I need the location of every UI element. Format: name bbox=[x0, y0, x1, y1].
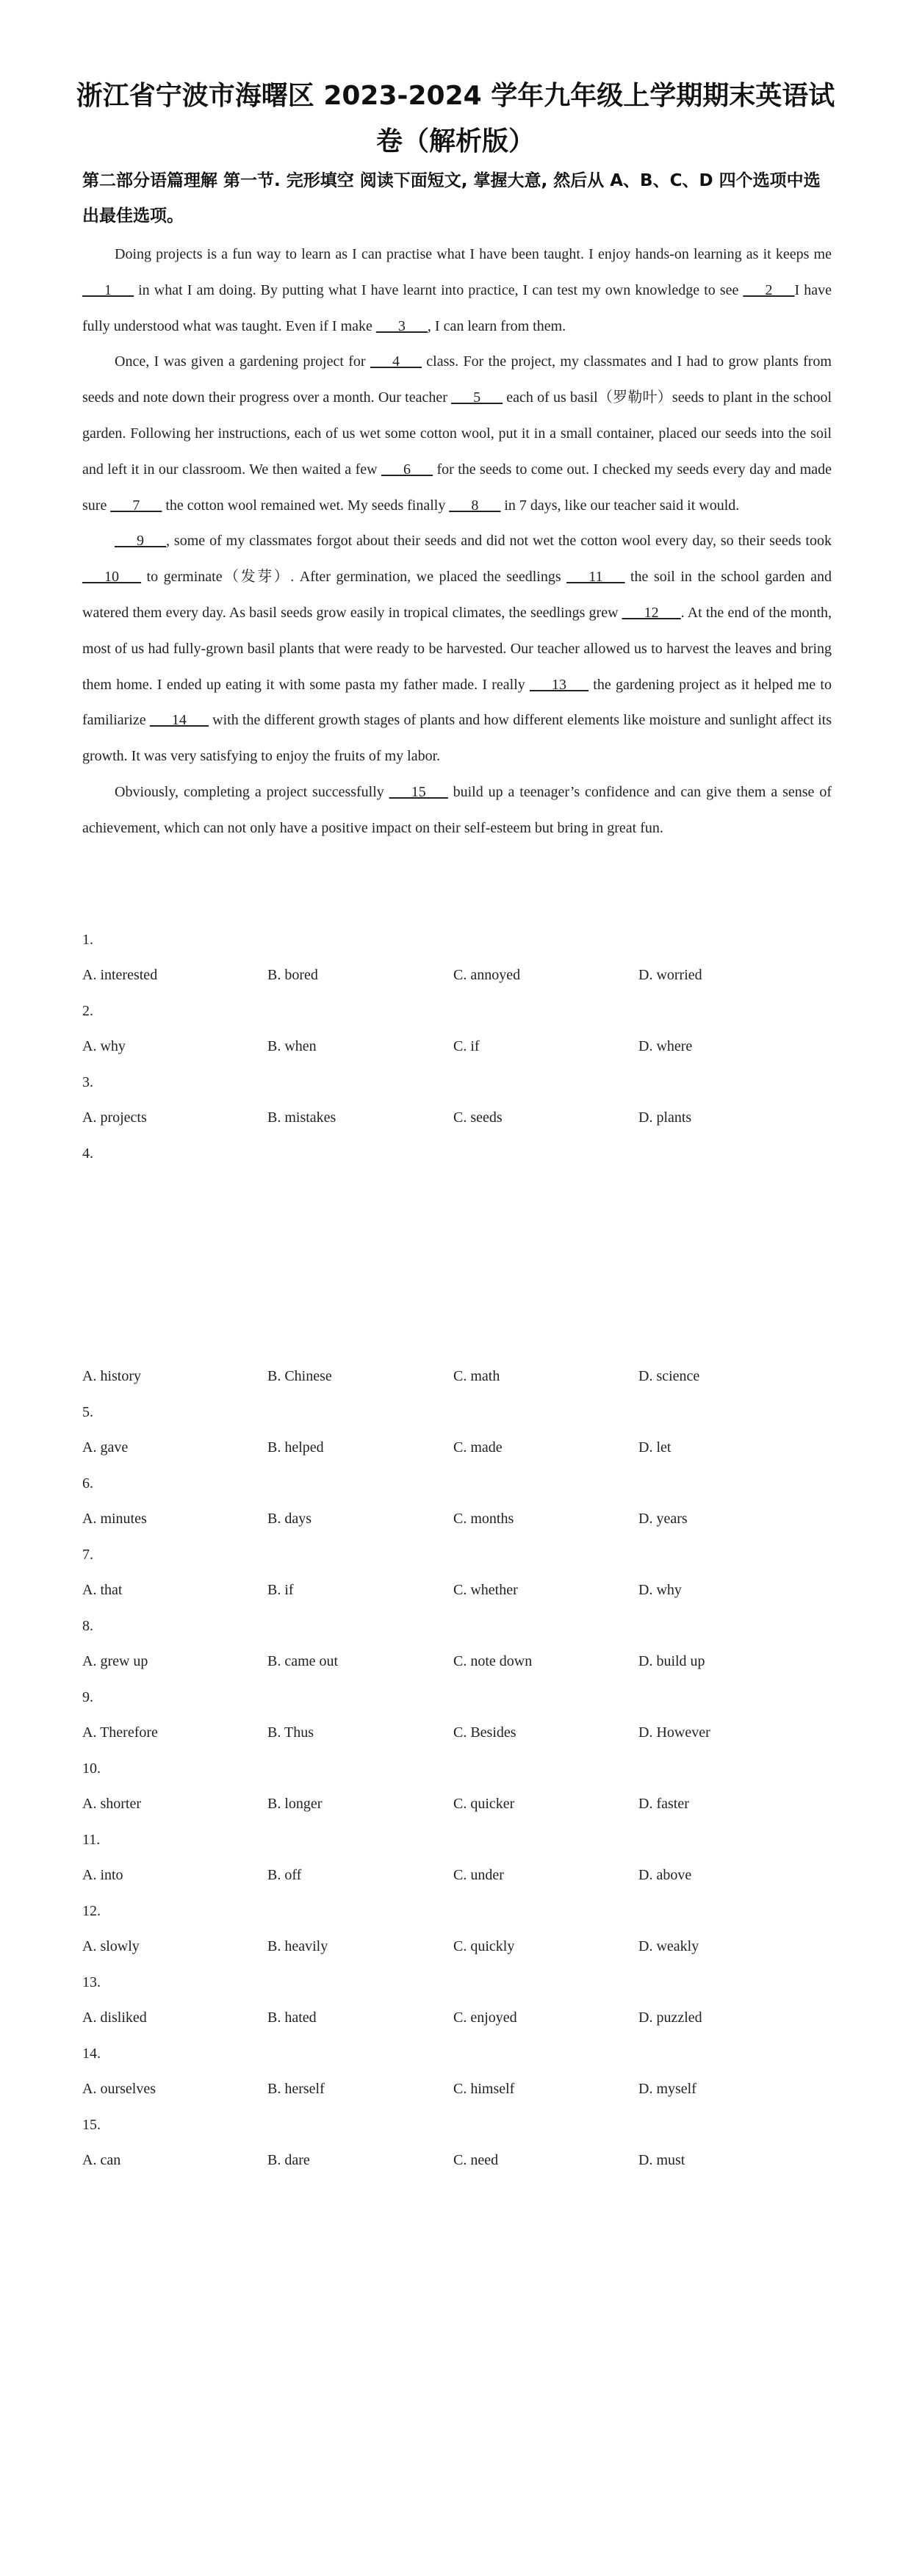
blank-5: ___5___ bbox=[451, 389, 503, 406]
blank-11: ___11___ bbox=[566, 569, 625, 586]
option-a: A. Therefore bbox=[82, 1724, 158, 1741]
option-b: B. off bbox=[267, 1867, 302, 1883]
option-c: C. note down bbox=[453, 1653, 533, 1669]
blank-9: ___9___ bbox=[115, 533, 166, 550]
blank-1: ___1___ bbox=[82, 281, 134, 298]
question-number: 1. bbox=[82, 932, 93, 948]
passage-text: class. For the project, my classmates and I had to grow plants from seeds and note down their progress over a month. Our teacher bbox=[82, 353, 832, 406]
question-number: 10. bbox=[82, 1760, 101, 1777]
passage-paragraph-4 bbox=[82, 774, 832, 846]
question-number: 4. bbox=[82, 1145, 93, 1162]
passage-text: build up a teenager’s confidence and can give them a sense of achievement, which can not only have a positive impact on their self-esteem but bring in great fun. bbox=[82, 783, 832, 836]
option-a: A. minutes bbox=[82, 1511, 147, 1527]
option-c: C. months bbox=[453, 1511, 514, 1527]
option-a: A. grew up bbox=[82, 1653, 148, 1669]
option-d: D. However bbox=[638, 1724, 710, 1741]
option-c: C. under bbox=[453, 1867, 504, 1883]
option-a: A. ourselves bbox=[82, 2081, 156, 2097]
option-d: D. above bbox=[638, 1867, 692, 1883]
option-c: C. math bbox=[453, 1368, 500, 1384]
option-b: B. Thus bbox=[267, 1724, 314, 1741]
option-c: C. Besides bbox=[453, 1724, 516, 1741]
option-b: B. hated bbox=[267, 2010, 317, 2026]
option-b: B. if bbox=[267, 1582, 294, 1598]
question-number: 7. bbox=[82, 1547, 93, 1563]
blank-13: ___13___ bbox=[530, 676, 589, 693]
blank-8: ___8___ bbox=[449, 497, 501, 514]
blank-3: ___3___ bbox=[375, 317, 428, 334]
passage-text: . At the end of the month, most of us had fully-grown basil plants that were ready to be harvested. Our teacher allowed us to harvest the leaves and bring them home. I ended up eating it with some pasta my father made. I really bbox=[82, 604, 832, 693]
option-d: D. why bbox=[638, 1582, 682, 1598]
option-c: C. made bbox=[453, 1439, 503, 1456]
passage-text: for the seeds to come out. I checked my seeds every day and made sure bbox=[82, 461, 832, 514]
option-c: C. himself bbox=[453, 2081, 515, 2097]
option-d: D. puzzled bbox=[638, 2010, 702, 2026]
blank-14: ___14___ bbox=[149, 712, 209, 729]
blank-10: ___10___ bbox=[82, 569, 141, 586]
blank-7: ___7___ bbox=[110, 497, 162, 514]
option-c: C. annoyed bbox=[453, 967, 521, 983]
passage-paragraph-1 bbox=[82, 237, 832, 344]
option-b: B. came out bbox=[267, 1653, 339, 1669]
option-c: C. need bbox=[453, 2152, 499, 2168]
option-a: A. why bbox=[82, 1038, 126, 1054]
page-title: 浙江省宁波市海曙区 2023-2024 学年九年级上学期期末英语试卷（解析版） bbox=[76, 81, 835, 156]
option-b: B. heavily bbox=[267, 1938, 328, 1954]
option-b: B. dare bbox=[267, 2152, 310, 2168]
option-a: A. that bbox=[82, 1582, 123, 1598]
blank-15: ___15___ bbox=[389, 783, 448, 800]
option-a: A. disliked bbox=[82, 2010, 147, 2026]
passage-text: in what I am doing. By putting what I have learnt into practice, I can test my own knowledge to see bbox=[134, 281, 743, 298]
option-d: D. science bbox=[638, 1368, 700, 1384]
option-a: A. history bbox=[82, 1368, 141, 1384]
option-b: B. days bbox=[267, 1511, 312, 1527]
blank-4: ___4___ bbox=[370, 353, 422, 370]
option-c: C. quicker bbox=[453, 1796, 515, 1812]
passage-text: the gardening project as it helped me to familiarize bbox=[82, 676, 832, 729]
passage-text: I have fully understood what was taught. Even if I make bbox=[82, 281, 832, 334]
question-number: 8. bbox=[82, 1618, 93, 1634]
option-c: C. enjoyed bbox=[453, 2010, 517, 2026]
blank-12: ___12___ bbox=[622, 604, 681, 621]
question-number: 2. bbox=[82, 1003, 93, 1019]
option-a: A. interested bbox=[82, 967, 158, 983]
option-c: C. if bbox=[453, 1038, 480, 1054]
option-d: D. build up bbox=[638, 1653, 705, 1669]
option-d: D. years bbox=[638, 1511, 688, 1527]
passage-paragraph-3 bbox=[82, 523, 832, 774]
option-c: C. seeds bbox=[453, 1109, 503, 1126]
option-d: D. let bbox=[638, 1439, 671, 1456]
option-c: C. whether bbox=[453, 1582, 518, 1598]
passage-text: the soil in the school garden and watered them every day. As basil seeds grow easily in tropical climates, the seedlings grew bbox=[82, 569, 832, 621]
question-number: 6. bbox=[82, 1475, 93, 1492]
passage-text: Once, I was given a gardening project for bbox=[115, 353, 370, 370]
option-a: A. slowly bbox=[82, 1938, 140, 1954]
option-a: A. projects bbox=[82, 1109, 147, 1126]
option-d: D. where bbox=[638, 1038, 693, 1054]
passage-text: , some of my classmates forgot about their seeds and did not wet the cotton wool every day, so their seeds took bbox=[166, 533, 832, 550]
option-a: A. gave bbox=[82, 1439, 129, 1456]
passage-text: each of us basil（罗勒叶）seeds to plant in the school garden. Following her instructions, each of us wet some cotton wool, put it in a small container, placed our seeds into the soil and left it in our classroom. We then waited a few bbox=[82, 389, 832, 478]
option-b: B. longer bbox=[267, 1796, 323, 1812]
passage-text: Obviously, completing a project successfully bbox=[115, 783, 389, 800]
option-b: B. Chinese bbox=[267, 1368, 332, 1384]
question-number: 3. bbox=[82, 1074, 93, 1090]
question-number: 15. bbox=[82, 2117, 101, 2133]
option-c: C. quickly bbox=[453, 1938, 515, 1954]
passage-text: , I can learn from them. bbox=[427, 317, 566, 334]
question-number: 11. bbox=[82, 1832, 101, 1848]
option-d: D. myself bbox=[638, 2081, 696, 2097]
passage-text: Doing projects is a fun way to learn as I can practise what I have been taught. I enjoy hands-on learning as it keeps me bbox=[115, 246, 832, 262]
question-number: 14. bbox=[82, 2046, 101, 2062]
option-b: B. herself bbox=[267, 2081, 325, 2097]
option-b: B. mistakes bbox=[267, 1109, 336, 1126]
section-instruction: 第二部分语篇理解 第一节. 完形填空 阅读下面短文, 掌握大意, 然后从 A、B、C、D 四个选项中选出最佳选项。 bbox=[82, 171, 821, 226]
passage-paragraph-2 bbox=[82, 344, 832, 523]
option-a: A. can bbox=[82, 2152, 121, 2168]
option-d: D. faster bbox=[638, 1796, 689, 1812]
option-b: B. bored bbox=[267, 967, 318, 983]
option-d: D. weakly bbox=[638, 1938, 699, 1954]
question-number: 9. bbox=[82, 1689, 93, 1705]
option-d: D. plants bbox=[638, 1109, 692, 1126]
passage-text: with the different growth stages of plants and how different elements like moisture and sunlight affect its growth. It was very satisfying to enjoy the fruits of my labor. bbox=[82, 712, 832, 765]
option-a: A. into bbox=[82, 1867, 123, 1883]
option-d: D. must bbox=[638, 2152, 685, 2168]
option-b: B. helped bbox=[267, 1439, 324, 1456]
passage-text: the cotton wool remained wet. My seeds finally bbox=[162, 497, 450, 514]
question-number: 13. bbox=[82, 1974, 101, 1990]
question-number: 5. bbox=[82, 1404, 93, 1420]
question-number: 12. bbox=[82, 1903, 101, 1919]
passage-text: to germinate（发芽）. After germination, we placed the seedlings bbox=[141, 569, 567, 586]
option-b: B. when bbox=[267, 1038, 317, 1054]
blank-6: ___6___ bbox=[381, 461, 433, 478]
option-a: A. shorter bbox=[82, 1796, 141, 1812]
blank-2: ___2___ bbox=[743, 281, 795, 298]
cloze-passage bbox=[82, 237, 832, 846]
option-d: D. worried bbox=[638, 967, 702, 983]
passage-text: in 7 days, like our teacher said it would. bbox=[500, 497, 740, 514]
